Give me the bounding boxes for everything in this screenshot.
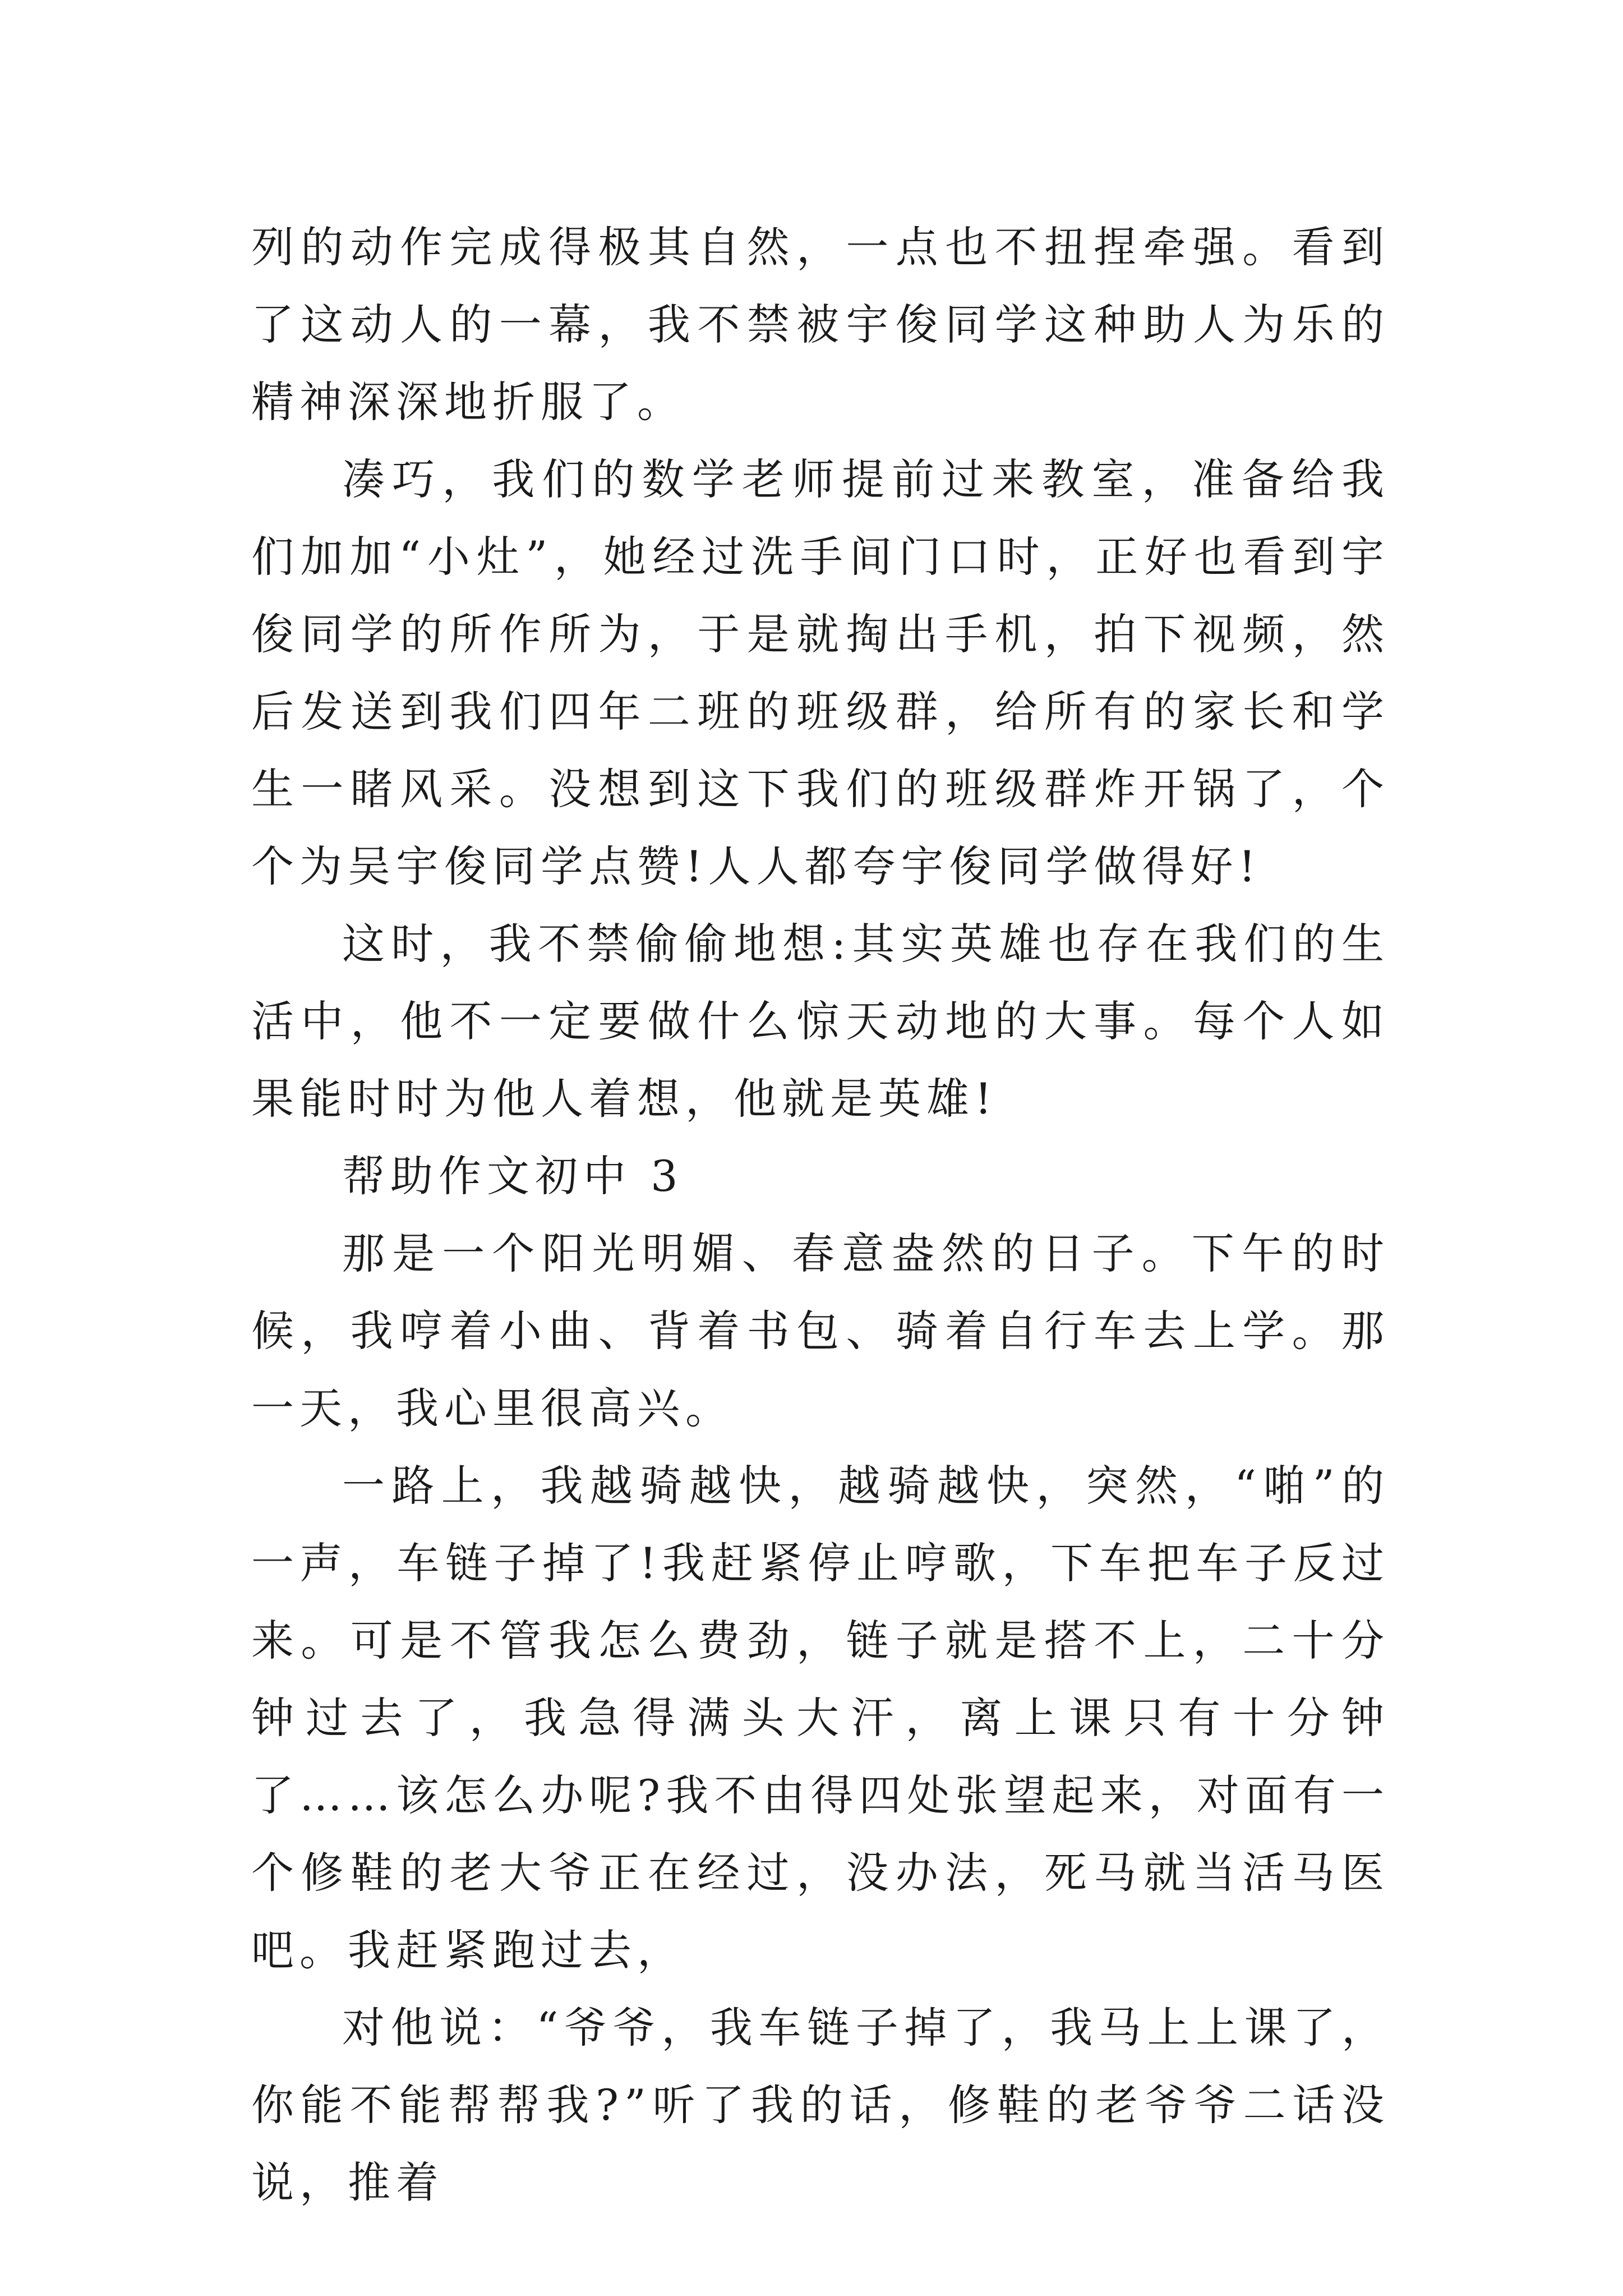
paragraph-4: 那是一个阳光明媚、春意盎然的日子。下午的时候，我哼着小曲、背着书包、骑着自行车去上学。那一天，我心里很高兴。	[251, 1228, 1390, 1433]
section-heading: 帮助作文初中 3	[342, 1151, 684, 1201]
paragraph-6: 对他说：“爷爷，我车链子掉了，我马上上课了，你能不能帮帮我?”听了我的话，修鞋的老爷爷二话没说，推着	[251, 2003, 1390, 2207]
paragraph-3: 这时，我不禁偷偷地想:其实英雄也存在我们的生活中，他不一定要做什么惊天动地的大事。每个人如果能时时为他人着想，他就是英雄!	[251, 919, 1390, 1124]
paragraph-1: 列的动作完成得极其自然，一点也不扭捏牵强。看到了这动人的一幕，我不禁被宇俊同学这种助人为乐的精神深深地折服了。	[251, 222, 1390, 427]
paragraph-5: 一路上，我越骑越快，越骑越快，突然，“啪”的一声，车链子掉了!我赶紧停止哼歌，下车把车子反过来。可是不管我怎么费劲，链子就是搭不上，二十分钟过去了，我急得满头大汗，离上课只有十分钟了……该怎么办呢?我不由得四处张望起来，对面有一个修鞋的老大爷正在经过，没办法，死马就当活马医吧。我赶紧跑过去，	[251, 1461, 1390, 1975]
document-body	[251, 209, 1390, 2221]
paragraph-2: 凑巧，我们的数学老师提前过来教室，准备给我们加加“小灶”，她经过洗手间门口时，正好也看到宇俊同学的所作所为，于是就掏出手机，拍下视频，然后发送到我们四年二班的班级群，给所有的家长和学生一睹风采。没想到这下我们的班级群炸开锅了，个个为吴宇俊同学点赞!人人都夸宇俊同学做得好!	[251, 454, 1390, 891]
